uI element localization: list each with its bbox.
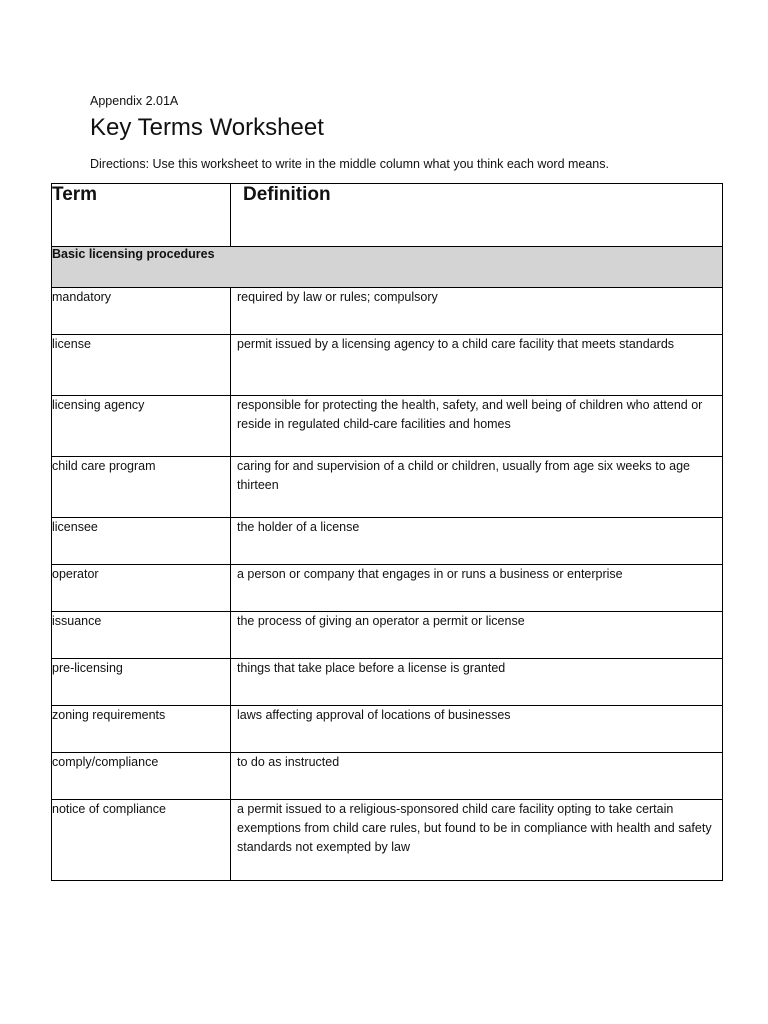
definition-cell: things that take place before a license is granted <box>231 659 723 706</box>
term-cell: mandatory <box>52 288 231 335</box>
table-row <box>52 335 723 396</box>
table-header-row <box>52 184 723 247</box>
table-row <box>52 396 723 457</box>
table-row <box>52 518 723 565</box>
definition-cell: a person or company that engages in or runs a business or enterprise <box>231 565 723 612</box>
term-cell: comply/compliance <box>52 753 231 800</box>
term-cell: zoning requirements <box>52 706 231 753</box>
definition-cell: responsible for protecting the health, safety, and well being of children who attend or reside in regulated child-care facilities and homes <box>231 396 723 457</box>
definition-cell: laws affecting approval of locations of businesses <box>231 706 723 753</box>
definition-cell: to do as instructed <box>231 753 723 800</box>
definition-cell: the holder of a license <box>231 518 723 565</box>
table-row <box>52 753 723 800</box>
table-row <box>52 612 723 659</box>
term-column-header: Term <box>52 184 231 247</box>
appendix-label: Appendix 2.01A <box>90 94 179 108</box>
term-cell: operator <box>52 565 231 612</box>
page-title: Key Terms Worksheet <box>90 114 324 141</box>
directions-text: Directions: Use this worksheet to write in the middle column what you think each word means. <box>90 157 609 171</box>
table-row <box>52 288 723 335</box>
definition-cell: caring for and supervision of a child or children, usually from age six weeks to age thirteen <box>231 457 723 518</box>
term-cell: notice of compliance <box>52 800 231 881</box>
definition-column-header: Definition <box>231 184 723 247</box>
table-row <box>52 800 723 881</box>
term-cell: child care program <box>52 457 231 518</box>
table-row <box>52 706 723 753</box>
term-cell: licensee <box>52 518 231 565</box>
definition-cell: permit issued by a licensing agency to a child care facility that meets standards <box>231 335 723 396</box>
table-row <box>52 565 723 612</box>
section-title: Basic licensing procedures <box>52 247 723 288</box>
key-terms-table <box>51 183 723 881</box>
table-row <box>52 659 723 706</box>
term-cell: issuance <box>52 612 231 659</box>
section-header-row <box>52 247 723 288</box>
table-row <box>52 457 723 518</box>
term-cell: licensing agency <box>52 396 231 457</box>
definition-cell: the process of giving an operator a permit or license <box>231 612 723 659</box>
definition-cell: required by law or rules; compulsory <box>231 288 723 335</box>
term-cell: pre-licensing <box>52 659 231 706</box>
term-cell: license <box>52 335 231 396</box>
definition-cell: a permit issued to a religious-sponsored child care facility opting to take certain exemptions from child care rules, but found to be in compliance with health and safety standards not exempted by law <box>231 800 723 881</box>
